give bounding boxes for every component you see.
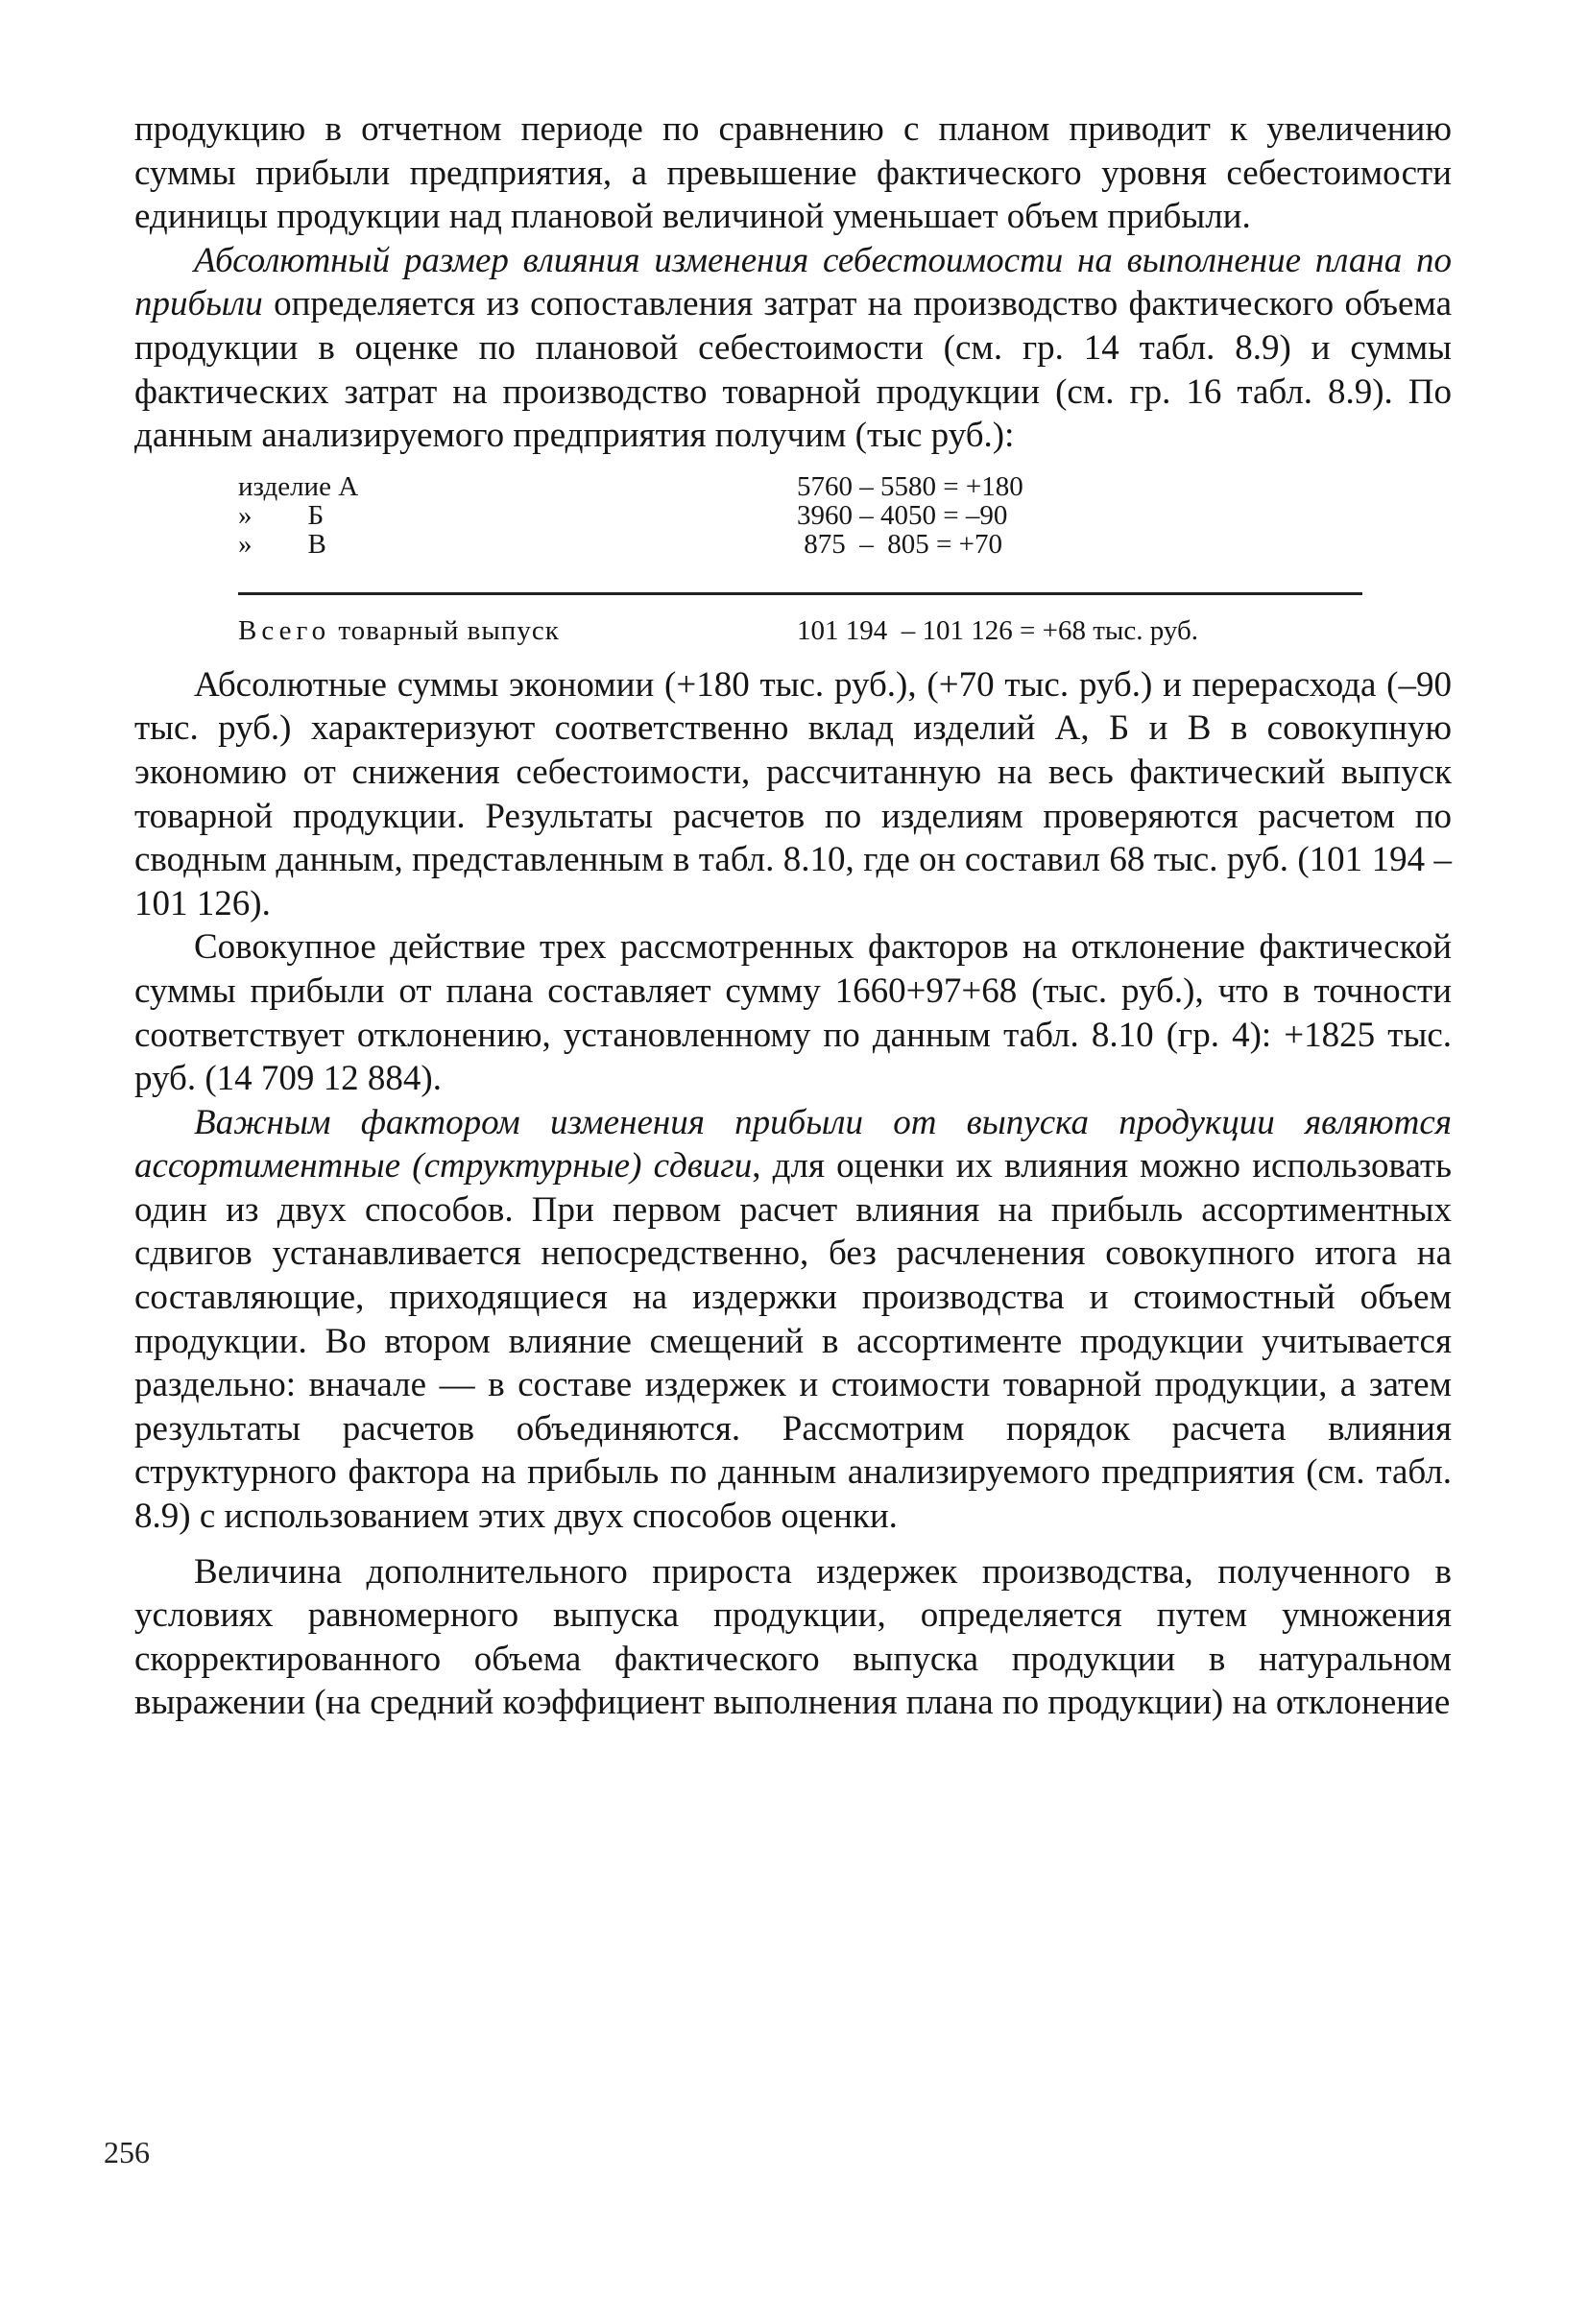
calc-row-product-v (134, 527, 1452, 562)
paragraph-assortment-shifts-text: , для оценки их влияния можно использовать один из двух способов. При первом расчет влияния на прибыль ассортиментных сдвигов устанавливается непосредственно, без расчленения совокупного итога на составляющие, приходящиеся на издержки производства и стоимостный объем продукции. Во втором влияние смещений в ассортименте продукции учитывается раздельно: вначале — в составе издержек и стоимости товарной продукции, а затем результаты расчетов объединяются. Рассмотрим порядок расчета влияния структурного фактора на прибыль по данным анализируемого предприятия (см. табл. 8.9) с использованием этих двух способов оценки. (134, 1146, 1452, 1537)
calc-row-expression: 3960 – 4050 = –90 (797, 499, 1008, 531)
paragraph-absolute-influence-text: определяется из сопоставления затрат на производство фактического объема продукции в оценке по плановой себестоимости (см. гр. 14 табл. 8.9) и суммы фактических затрат на производство товарной продукции (см. гр. 16 табл. 8.9). По данным анализируемого предприятия получим (тыс руб.): (134, 284, 1452, 456)
paragraph-cost-increase: Величина дополнительного прироста издержек производства, полученного в условиях равномерного выпуска продукции, определяется путем умножения скорректированного объема фактического выпуска продукции в натуральном выражении (на средний коэффициент выполнения плана по продукции) на отклонение (134, 1551, 1452, 1723)
paragraph-absolute-influence (134, 239, 1452, 458)
calc-row-total (134, 613, 1452, 648)
calc-total-label-rest: товарный выпуск (330, 614, 560, 646)
paragraph-economy-sums: Абсолютные суммы экономии (+180 тыс. руб.), (+70 тыс. руб.) и перерасхода (–90 тыс. руб.) характеризуют соответственно вклад изделий А, Б и В в совокупную экономию от снижения себестоимости, рассчитанную на весь фактический выпуск товарной продукции. Результаты расчетов по изделиям проверяются расчетом по сводным данным, представленным в табл. 8.10, где он составил 68 тыс. руб. (101 194 – 101 126). (134, 664, 1452, 923)
calc-total-label (238, 613, 560, 648)
italic-term-absolute-influence: Абсолютный размер влияния изменения себестоимости на выполнение плана по прибыли (134, 240, 1452, 324)
italic-term-assortment-shifts: Важным фактором изменения прибыли от выпуска продукции являются ассортиментные (структурные) сдвиги (134, 1102, 1452, 1186)
calc-row-expression: 875 – 805 = +70 (797, 528, 1002, 560)
paragraph-continuation: продукцию в отчетном периоде по сравнению с планом приводит к увеличению суммы прибыли предприятия, а превышение фактического уровня себестоимости единицы продукции над плановой величиной уменьшает объем прибыли. (134, 109, 1452, 237)
calc-total-label-spaced: Всего (238, 614, 331, 646)
calc-divider (238, 592, 1362, 595)
paragraph-combined-factors: Совокупное действие трех рассмотренных факторов на отклонение фактической суммы прибыли от плана составляет сумму 1660+97+68 (тыс. руб.), что в точности соответствует отклонению, установленному по данным табл. 8.10 (гр. 4): +1825 тыс. руб. (14 709 12 884). (134, 927, 1452, 1099)
calc-row-label: изделие А (238, 470, 359, 502)
page-number: 256 (104, 2135, 150, 2169)
calc-row-expression: 5760 – 5580 = +180 (797, 470, 1023, 502)
calc-row-label: » Б (238, 499, 325, 531)
calc-total-expression: 101 194 – 101 126 = +68 тыс. руб. (797, 614, 1198, 646)
calculation-block (134, 469, 1452, 663)
page-body (134, 108, 1452, 1725)
paragraph-assortment-shifts (134, 1101, 1452, 1539)
calc-row-label: » В (238, 528, 326, 560)
